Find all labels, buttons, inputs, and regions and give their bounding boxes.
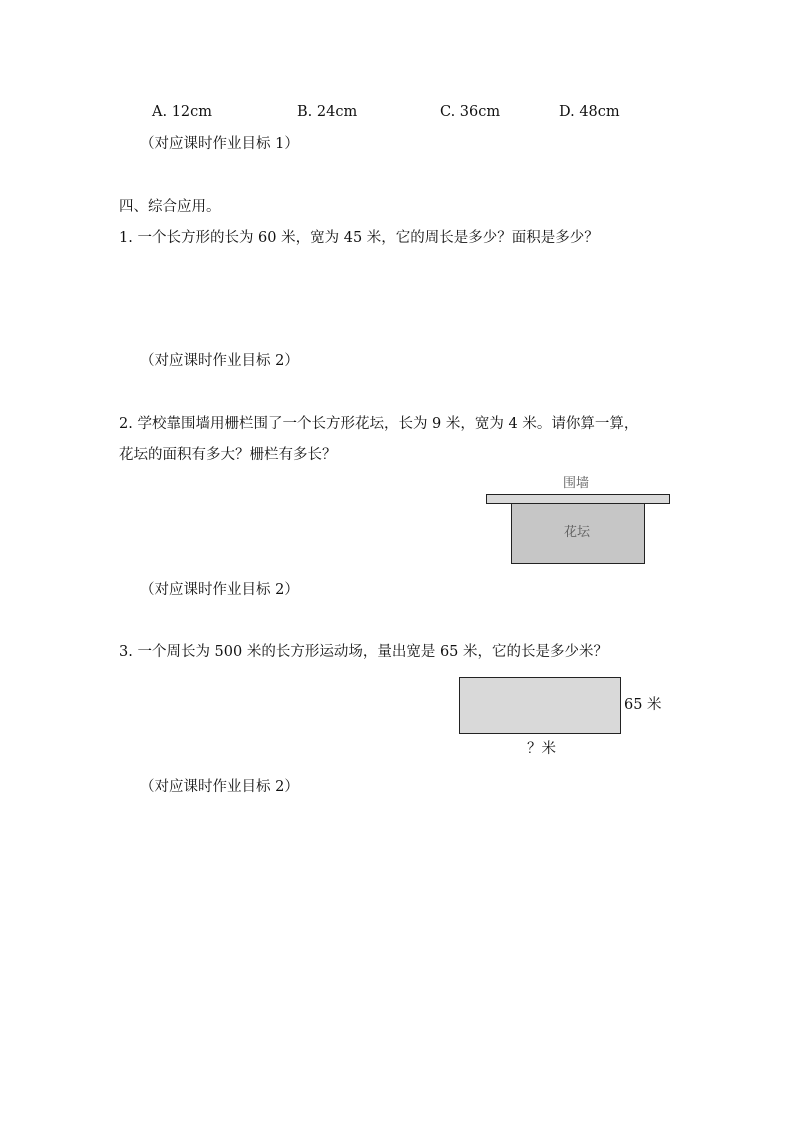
sports-field-shape [459,677,621,734]
wall-shape [486,494,670,504]
question-3-text: 3. 一个周长为 500 米的长方形运动场，量出宽是 65 米，它的长是多少米？ [119,644,609,660]
length-label: ？米 [527,741,556,757]
question-2-target: （对应课时作业目标 2） [140,582,299,598]
question-3-target: （对应课时作业目标 2） [140,779,299,795]
choice-d: D. 48cm [559,104,620,120]
choice-c: C. 36cm [440,104,501,120]
flower-bed-label: 花坛 [564,525,591,540]
choice-b: B. 24cm [297,104,358,120]
section-title: 四、综合应用。 [119,199,221,215]
target-note-1: （对应课时作业目标 1） [140,136,299,152]
wall-label: 围墙 [563,476,590,491]
width-label: 65 米 [624,697,662,713]
question-1-text: 1. 一个长方形的长为 60 米，宽为 45 米，它的周长是多少？面积是多少？ [119,230,599,246]
question-2-text-line2: 花坛的面积有多大？栅栏有多长？ [119,447,337,463]
choice-a: A. 12cm [152,104,213,120]
question-2-text-line1: 2. 学校靠围墙用栅栏围了一个长方形花坛，长为 9 米，宽为 4 米。请你算一算， [119,416,639,432]
question-1-target: （对应课时作业目标 2） [140,353,299,369]
